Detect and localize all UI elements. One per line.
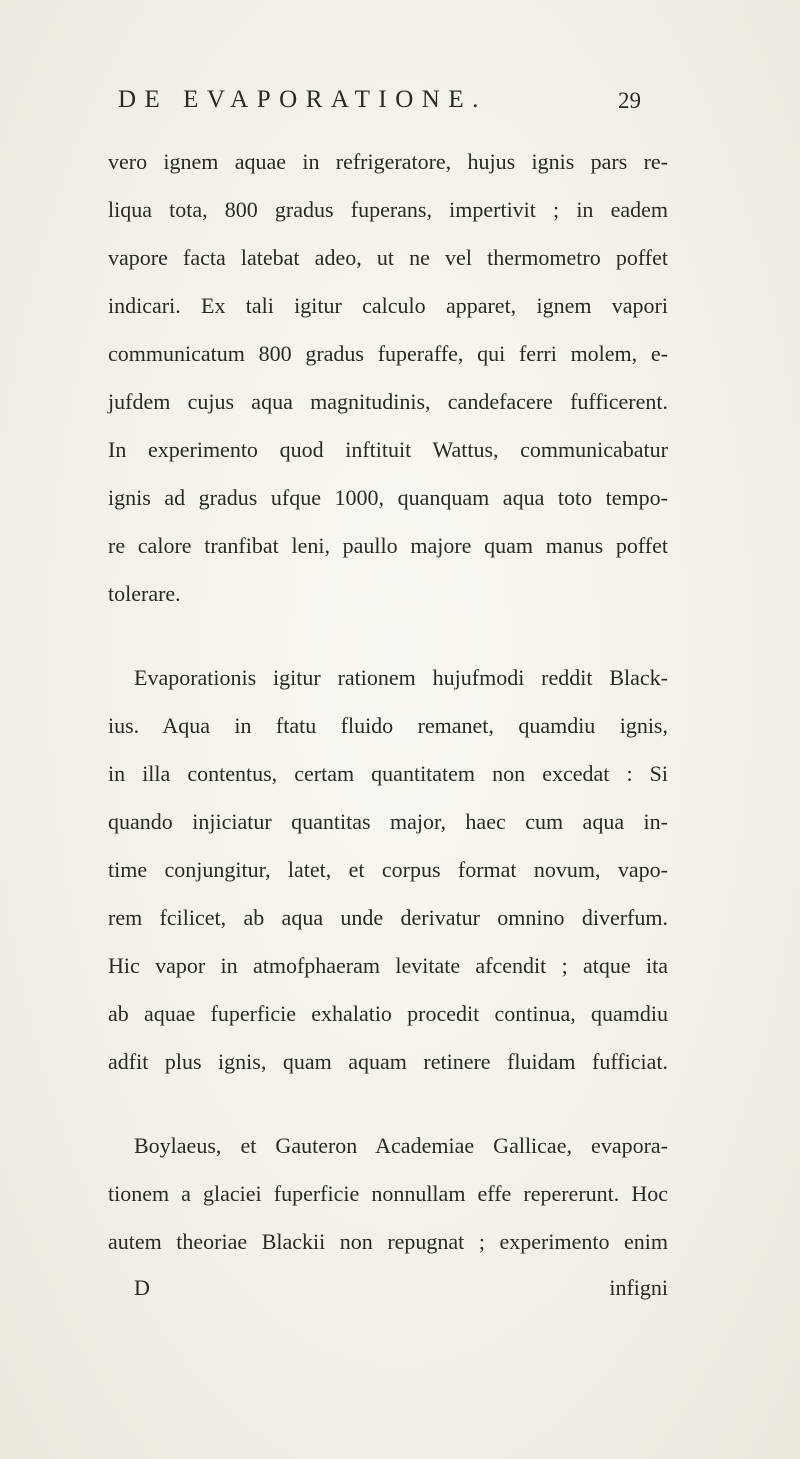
- text-line: rem fcilicet, ab aqua unde derivatur omnino diverfum.: [108, 905, 668, 930]
- text-line: autem theoriae Blackii non repugnat ; experimento enim: [108, 1229, 668, 1254]
- text-line: vapore facta latebat adeo, ut ne vel thermometro poffet: [108, 245, 668, 270]
- text-line: ius. Aqua in ftatu fluido remanet, quamdiu ignis,: [108, 713, 668, 738]
- text-line: In experimento quod inftituit Wattus, communicabatur: [108, 437, 668, 462]
- text-line: indicari. Ex tali igitur calculo apparet, ignem vapori: [108, 293, 668, 318]
- text-line: in illa contentus, certam quantitatem non excedat : Si: [108, 761, 668, 786]
- text-line: quando injiciatur quantitas major, haec cum aqua in-: [108, 809, 668, 834]
- text-line: ab aquae fuperficie exhalatio procedit continua, quamdiu: [108, 1001, 668, 1026]
- text-line: vero ignem aquae in refrigeratore, hujus ignis pars re-: [108, 149, 668, 174]
- text-line: re calore tranfibat leni, paullo majore quam manus poffet: [108, 533, 668, 558]
- text-line: time conjungitur, latet, et corpus format novum, vapo-: [108, 857, 668, 882]
- text-line: adfit plus ignis, quam aquam retinere fluidam fufficiat.: [108, 1049, 668, 1074]
- page-number: 29: [618, 88, 641, 113]
- running-title: DE EVAPORATIONE.: [118, 86, 487, 113]
- text-line: ignis ad gradus ufque 1000, quanquam aqua toto tempo-: [108, 485, 668, 510]
- text-line: tolerare.: [108, 581, 181, 606]
- text-line: jufdem cujus aqua magnitudinis, candefacere fufficerent.: [108, 389, 668, 414]
- text-line: communicatum 800 gradus fuperaffe, qui ferri molem, e-: [108, 341, 668, 366]
- signature-mark: D: [134, 1275, 150, 1300]
- text-line: Boylaeus, et Gauteron Academiae Gallicae, evapora-: [134, 1133, 668, 1158]
- catchword: infigni: [609, 1275, 668, 1300]
- page-header: [118, 86, 641, 126]
- text-line: Evaporationis igitur rationem hujufmodi reddit Black-: [134, 665, 668, 690]
- text-line: tionem a glaciei fuperficie nonnullam effe repererunt. Hoc: [108, 1181, 668, 1206]
- text-line: Hic vapor in atmofphaeram levitate afcendit ; atque ita: [108, 953, 668, 978]
- text-line: liqua tota, 800 gradus fuperans, impertivit ; in eadem: [108, 197, 668, 222]
